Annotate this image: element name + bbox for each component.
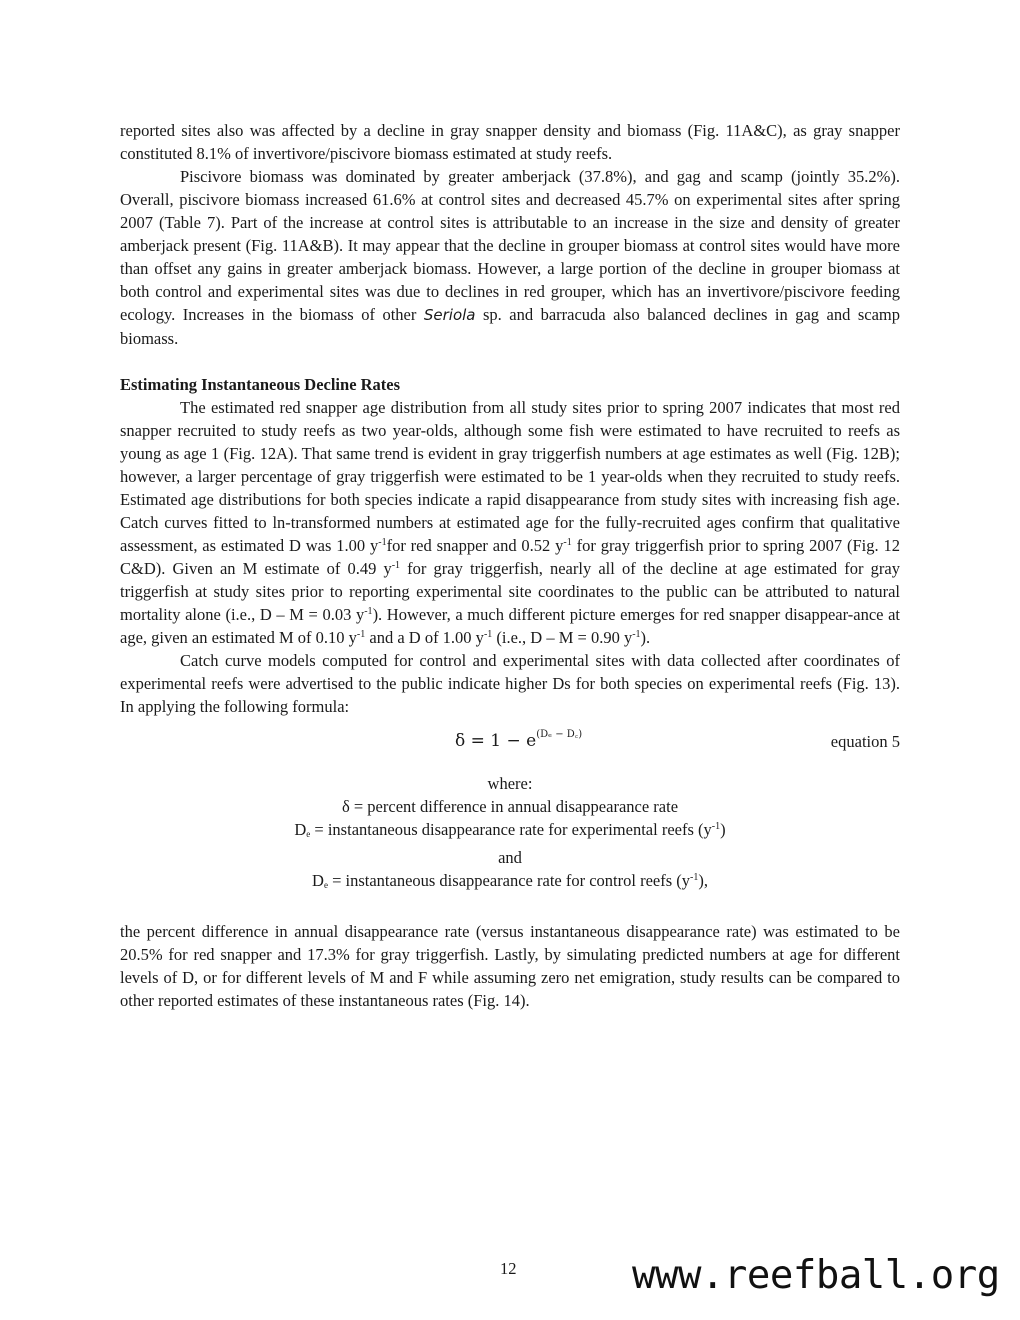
paragraph-4: Catch curve models computed for control and experimental sites with data collected after coordinates of experimental reefs were advertised to the public indicate higher Ds for both species on experimental reefs (Fig. 13). In applying the following formula: — [120, 651, 900, 716]
paragraph-2-text-b: sp. and barracuda also balanced declines in gag and scamp biomass. — [120, 305, 900, 348]
p3-b: for red snapper and 0.52 y — [386, 536, 564, 555]
p3-a: The estimated red snapper age distribution from all study sites prior to spring 2007 indicates that most red snapper recruited to study reefs as two year-olds, although some fish were estimated to have recruited to reefs as young as age 1 (Fig. 12A). That same trend is evident in gray triggerfish numbers at age estimates as well (Fig. 12B); however, a larger percentage of gray triggerfish were estimated to be 1 year-olds when they recruited to study reefs. Estimated age distributions for both species indicate a rapid disappearance from study sites with increasing fish age. Catch curves fitted to ln-transformed numbers at estimated age for the fully-recruited ages confirm that qualitative assessment, as estimated D was 1.00 y — [120, 398, 900, 555]
paragraph-2-italic: Seriola — [423, 306, 476, 324]
de-definition — [120, 818, 900, 846]
sup: -1 — [690, 872, 699, 883]
dc-definition — [120, 869, 900, 897]
de-text: = instantaneous disappearance rate for experimental reefs (y — [310, 820, 712, 839]
sup: -1 — [632, 629, 641, 640]
sup: -1 — [483, 629, 493, 640]
p3-f: and a D of 1.00 y — [365, 628, 484, 647]
section-heading: Estimating Instantaneous Decline Rates — [120, 375, 401, 394]
equation — [455, 730, 582, 753]
de-close: ) — [720, 820, 726, 839]
equation-lhs: δ = 1 − e — [455, 731, 537, 751]
definitions — [120, 772, 900, 897]
dc-symbol: D — [312, 871, 324, 890]
dc-text: = instantaneous disappearance rate for control reefs (y — [327, 871, 691, 890]
equation-row — [120, 718, 900, 768]
sup: -1 — [563, 537, 572, 548]
page-number: 12 — [500, 1259, 517, 1278]
sup: -1 — [391, 560, 401, 571]
paragraph-2-text-a: Piscivore biomass was dominated by greater amberjack (37.8%), and gag and scamp (jointly 35.2%). Overall, piscivore biomass increased 61.6% at control sites and decreased 45.7% on experimental sites after spring 2007 (Table 7). Part of the increase at control sites is attributable to an increase in the size and density of greater amberjack present (Fig. 11A&B). It may appear that the decline in grouper biomass at control sites would have more than offset any gains in greater amberjack biomass. However, a large portion of the decline in grouper biomass at both control and experimental sites was due to declines in red grouper, which has an invertivore/piscivore feeding ecology. Increases in the biomass of other — [120, 167, 900, 324]
dc-close: ), — [698, 871, 708, 890]
paragraph-5: the percent difference in annual disappearance rate (versus instantaneous disappearance rate) was estimated to be 20.5% for red snapper and 17.3% for gray triggerfish. Lastly, by simulating predicted numbers at age for different levels of D, or for different levels of M and F while assuming zero net emigration, study results can be compared to other reported estimates of these instantaneous rates (Fig. 14). — [120, 922, 900, 1010]
p3-c: for gray triggerfish prior to spring 2007 (Fig. 12 C&D). Given an M estimate of 0.49 y — [120, 536, 900, 578]
paragraph-1: reported sites also was affected by a decline in gray snapper density and biomass (Fig. 11A&C), as gray snapper constituted 8.1% of invertivore/piscivore biomass estimated at study reefs. — [120, 121, 900, 163]
delta-definition: δ = percent difference in annual disappearance rate — [341, 797, 679, 816]
sup: -1 — [364, 606, 373, 617]
sup: -1 — [356, 629, 366, 640]
sup: -1 — [711, 821, 721, 832]
body-text — [120, 119, 900, 1012]
watermark-url: www.reefball.org — [632, 1253, 1000, 1298]
paragraph-3 — [120, 396, 900, 649]
de-symbol: D — [294, 820, 307, 839]
dc-subscript: e — [323, 880, 328, 890]
and-label: and — [498, 848, 522, 867]
p3-h: ). — [640, 628, 651, 647]
p3-e: ). However, a much different picture emerges for red snapper disappear-ance at age, given an estimated M of 0.10 y — [120, 605, 901, 647]
equation-label: equation 5 — [830, 732, 900, 751]
where-label: where: — [487, 774, 533, 793]
p3-g: (i.e., D – M = 0.90 y — [492, 628, 633, 647]
de-subscript: e — [306, 829, 311, 839]
paragraph-2 — [120, 165, 900, 350]
sup: -1 — [378, 537, 387, 548]
p3-d: for gray triggerfish, nearly all of the decline at age estimated for gray triggerfish at study sites prior to reporting experimental site coordinates to the public can be attributed to natural mortality alone (i.e., D – M = 0.03 y — [120, 559, 900, 624]
equation-exponent: (Dₑ − D꜀) — [536, 729, 583, 740]
